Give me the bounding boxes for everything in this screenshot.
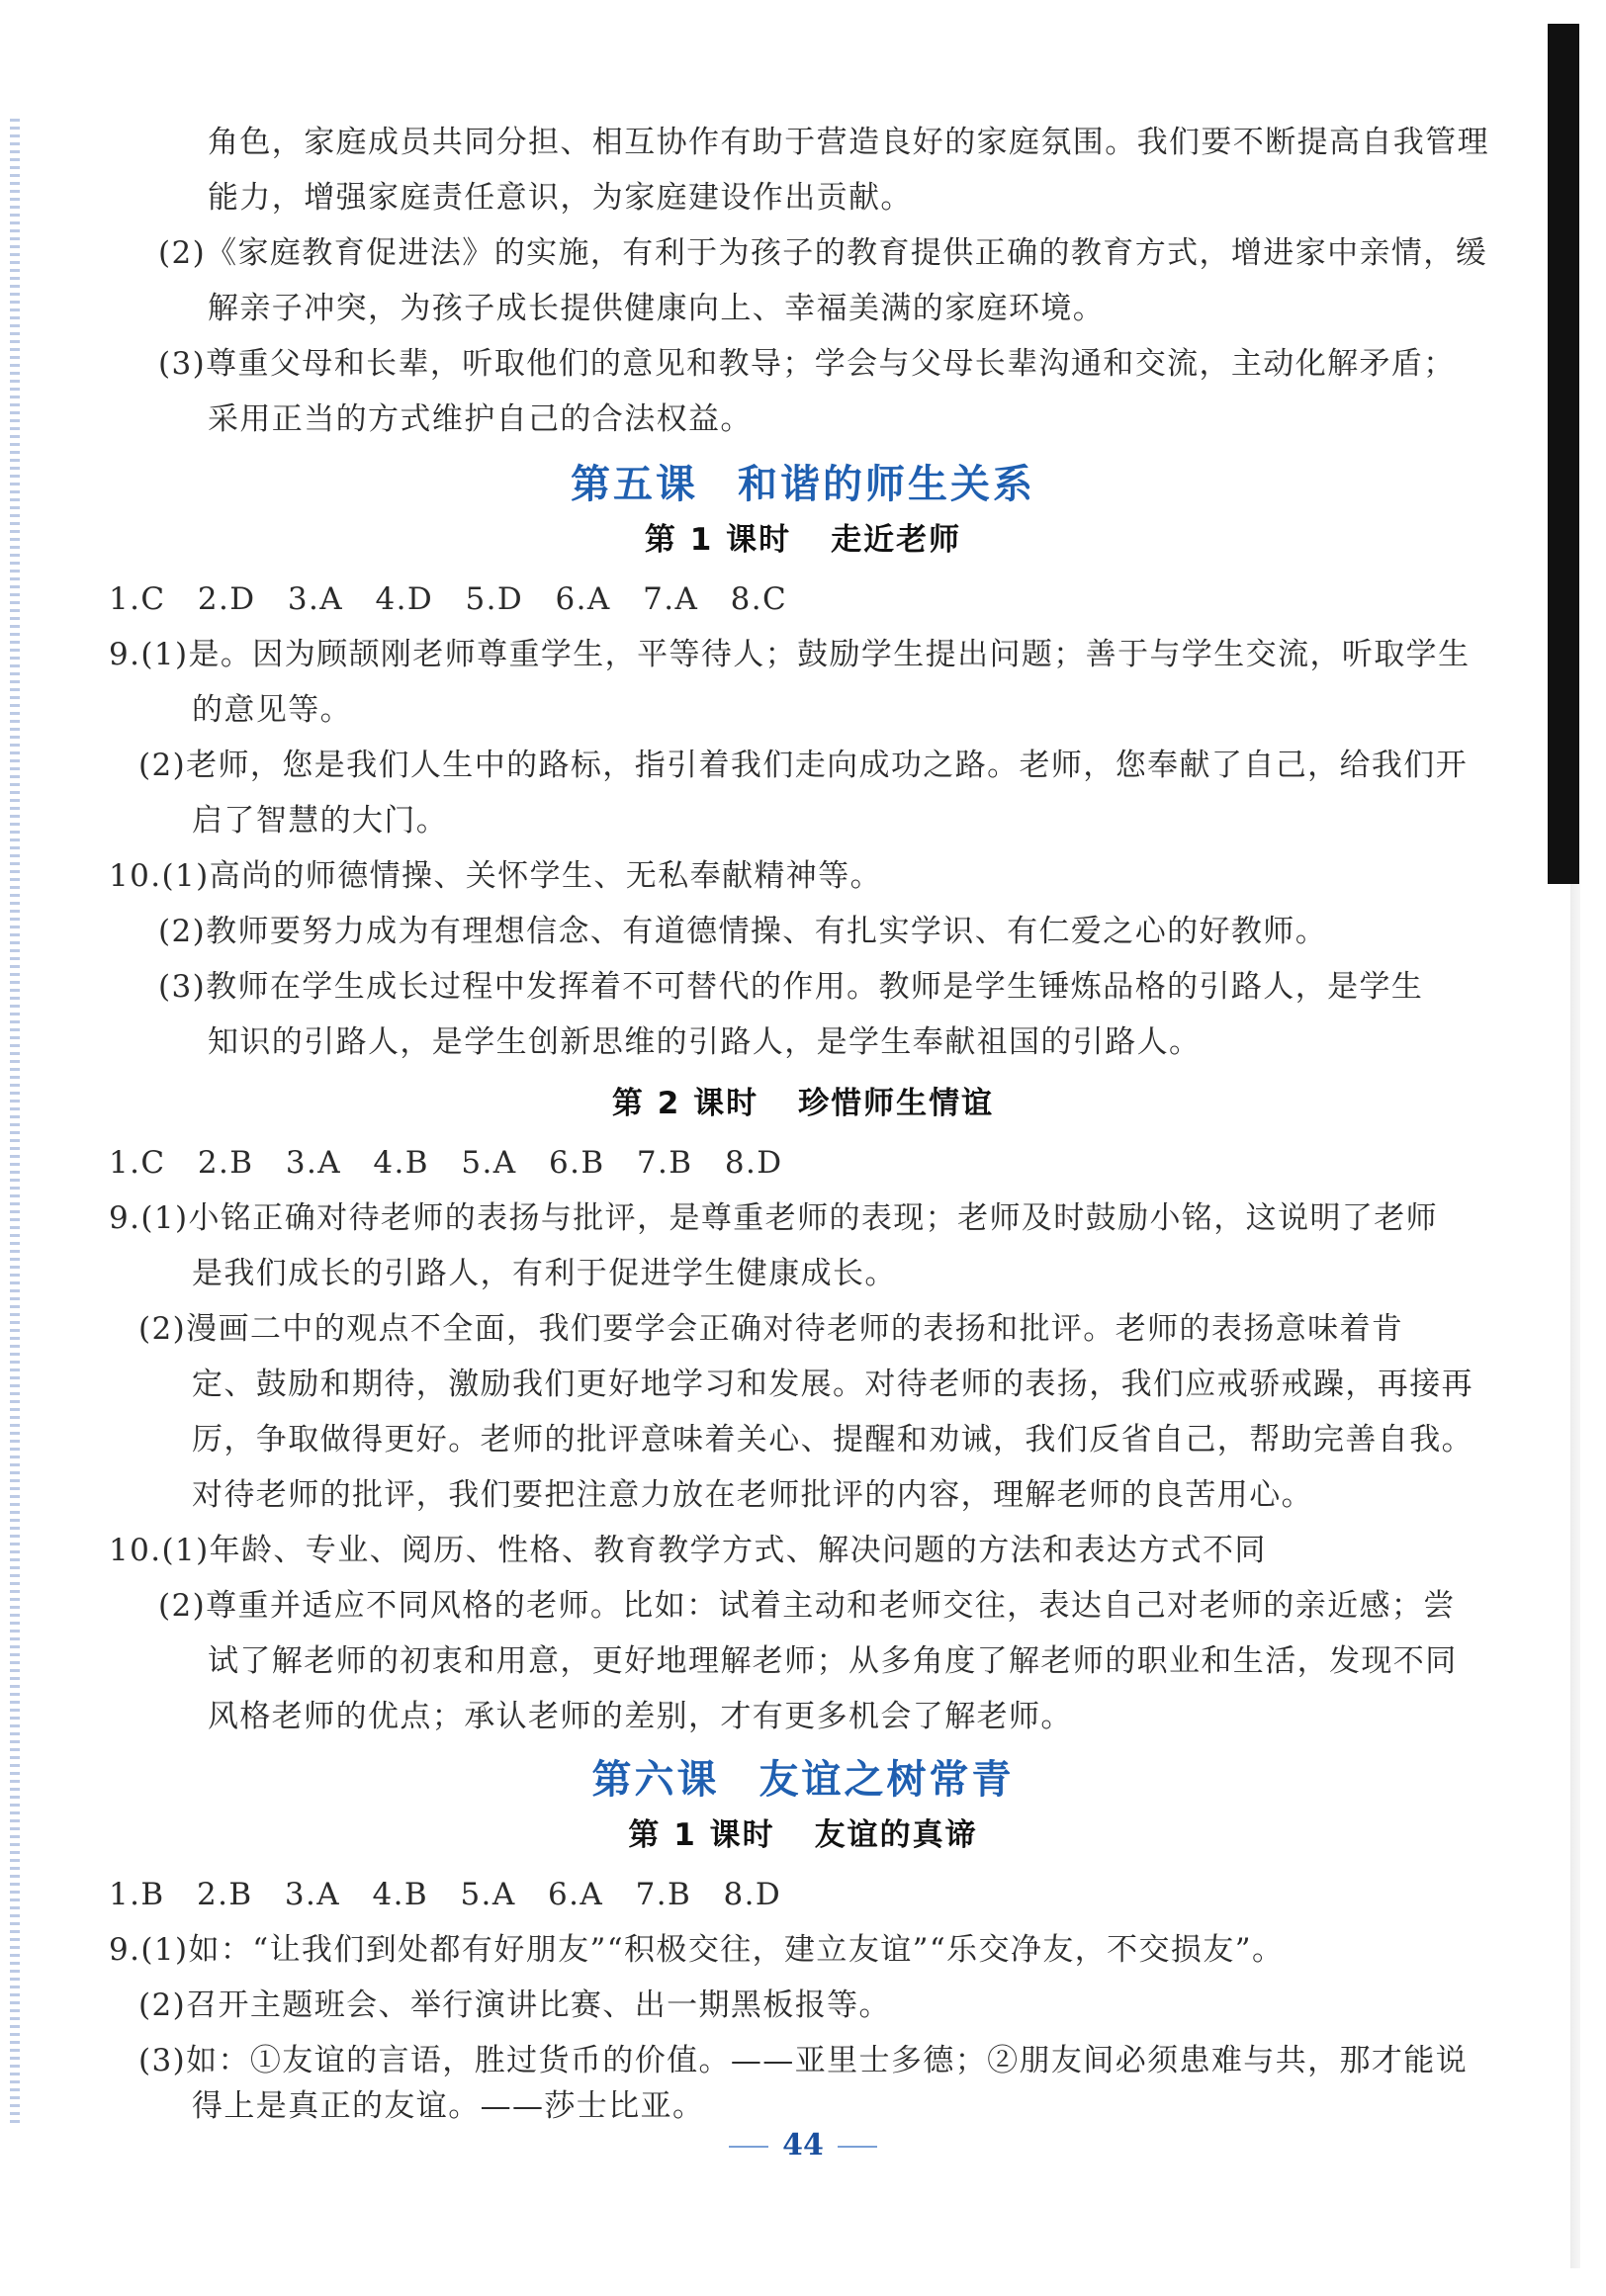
answer-line: 风格老师的优点；承认老师的差别，才有更多机会了解老师。 (208, 1699, 1073, 1734)
lesson-5-period-1-title: 第 1 课时 走近老师 (644, 522, 962, 558)
answer-line: 是我们成长的引路人，有利于促进学生健康成长。 (192, 1256, 897, 1291)
answer-line: 得上是真正的友谊。——莎士比亚。 (192, 2088, 705, 2124)
answer-line: 1.B 2.B 3.A 4.B 5.A 6.A 7.B 8.D (109, 1877, 782, 1912)
text-line: (2)《家庭教育促进法》的实施，有利于为孩子的教育提供正确的教育方式，增进家中亲情，缓 (158, 235, 1488, 271)
answer-line: 的意见等。 (192, 692, 352, 728)
text-line: (3)尊重父母和长辈，听取他们的意见和教导；学会与父母长辈沟通和交流，主动化解矛盾； (158, 346, 1456, 382)
answer-line: (2)教师要努力成为有理想信念、有道德情操、有扎实学识、有仁爱之心的好教师。 (158, 914, 1328, 949)
answer-line: (2)召开主题班会、举行演讲比赛、出一期黑板报等。 (138, 1987, 891, 2023)
text-line: 解亲子冲突，为孩子成长提供健康向上、幸福美满的家庭环境。 (208, 291, 1106, 326)
answer-line: 厉，争取做得更好。老师的批评意味着关心、提醒和劝诫，我们反省自己，帮助完善自我。 (192, 1422, 1473, 1457)
answer-line: 对待老师的批评，我们要把注意力放在老师批评的内容，理解老师的良苦用心。 (192, 1477, 1313, 1513)
text-line: 角色，家庭成员共同分担、相互协作有助于营造良好的家庭氛围。我们要不断提高自我管理 (208, 125, 1489, 160)
text-line: 采用正当的方式维护自己的合法权益。 (208, 401, 753, 437)
answer-line: 1.C 2.B 3.A 4.B 5.A 6.B 7.B 8.D (109, 1145, 783, 1181)
answer-line: (3)如：①友谊的言语，胜过货币的价值。——亚里士多德；②朋友间必须患难与共，那才能说 (138, 2043, 1469, 2078)
answer-line: 启了智慧的大门。 (192, 803, 449, 839)
page-number: 44 (0, 2128, 1606, 2163)
lesson-6-period-1-title: 第 1 课时 友谊的真谛 (628, 1817, 978, 1853)
answer-line: 1.C 2.D 3.A 4.D 5.D 6.A 7.A 8.C (109, 581, 788, 617)
answer-line: 知识的引路人，是学生创新思维的引路人，是学生奉献祖国的引路人。 (208, 1024, 1202, 1060)
answer-line: (2)漫画二中的观点不全面，我们要学会正确对待老师的表扬和批评。老师的表扬意味着肯 (138, 1311, 1404, 1347)
lesson-6-title: 第六课 友谊之树常青 (591, 1757, 1015, 1803)
answer-line: (3)教师在学生成长过程中发挥着不可替代的作用。教师是学生锤炼品格的引路人，是学生 (158, 969, 1424, 1005)
answer-line: 10.(1)高尚的师德情操、关怀学生、无私奉献精神等。 (109, 858, 883, 894)
answer-line: 9.(1)是。因为顾颉刚老师尊重学生，平等待人；鼓励学生提出问题；善于与学生交流，听取学生 (109, 637, 1471, 672)
answer-line: 定、鼓励和期待，激励我们更好地学习和发展。对待老师的表扬，我们应戒骄戒躁，再接再 (192, 1367, 1473, 1402)
text-line: 能力，增强家庭责任意识，为家庭建设作出贡献。 (208, 180, 913, 216)
lesson-5-title: 第五课 和谐的师生关系 (571, 462, 1035, 507)
answer-line: 试了解老师的初衷和用意，更好地理解老师；从多角度了解老师的职业和生活，发现不同 (208, 1643, 1458, 1679)
answer-line: 10.(1)年龄、专业、阅历、性格、教育教学方式、解决问题的方法和表达方式不同 (109, 1533, 1267, 1568)
answer-line: (2)老师，您是我们人生中的路标，指引着我们走向成功之路。老师，您奉献了自己，给我们开 (138, 748, 1469, 783)
answer-line: 9.(1)小铭正确对待老师的表扬与批评，是尊重老师的表现；老师及时鼓励小铭，这说明了老师 (109, 1200, 1439, 1236)
answer-line: (2)尊重并适应不同风格的老师。比如：试着主动和老师交往，表达自己对老师的亲近感；尝 (158, 1588, 1456, 1624)
lesson-5-period-2-title: 第 2 课时 珍惜师生情谊 (611, 1086, 995, 1121)
answer-line: 9.(1)如：“让我们到处都有好朋友”“积极交往，建立友谊”“乐交净友，不交损友”。 (109, 1932, 1285, 1968)
